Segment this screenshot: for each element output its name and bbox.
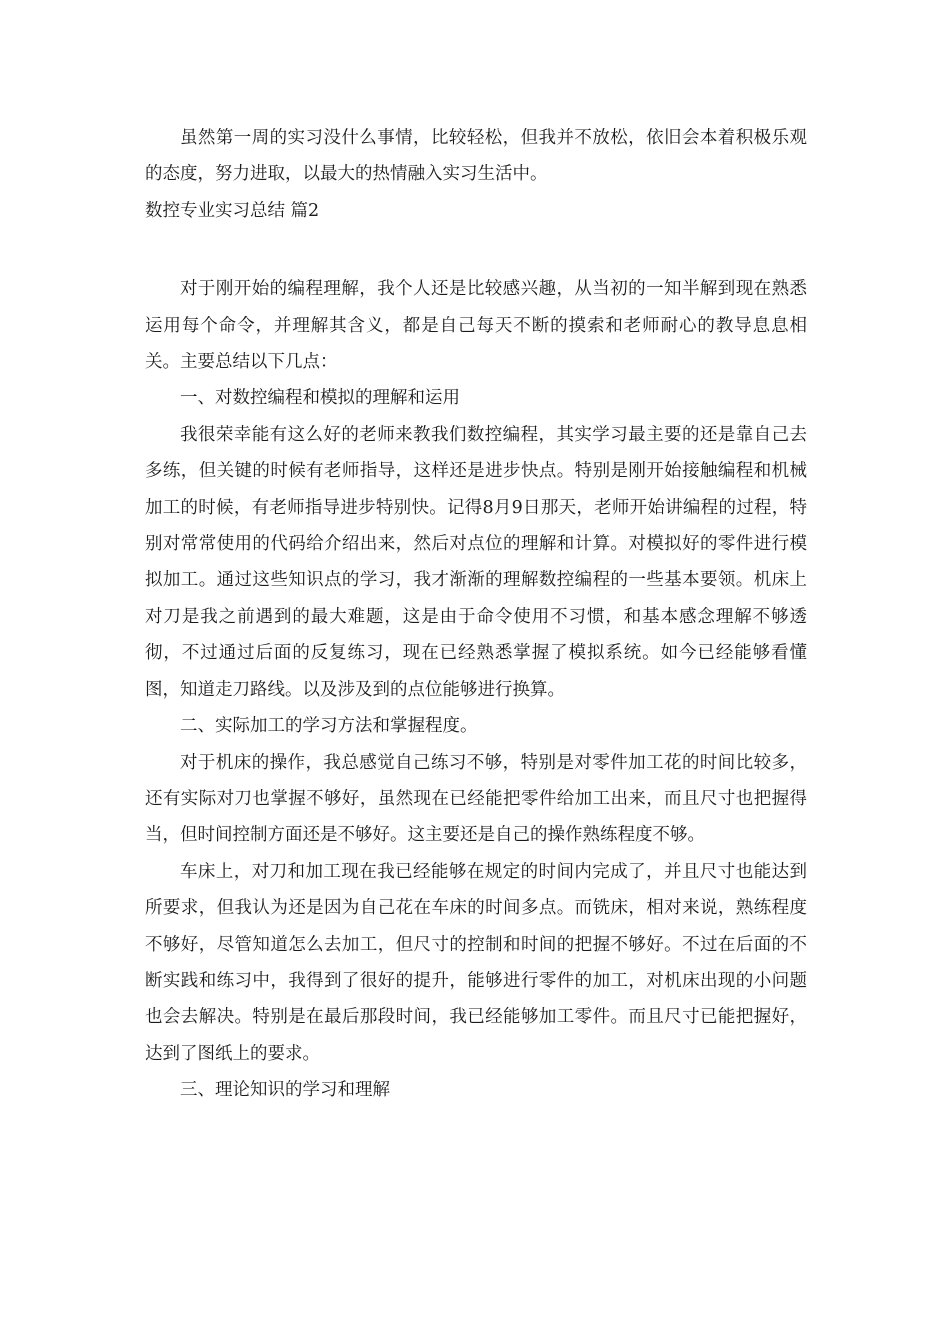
subheading-3: 三、理论知识的学习和理解 bbox=[180, 1080, 390, 1101]
subheading-2: 二、实际加工的学习方法和掌握程度。 bbox=[180, 716, 478, 737]
blank-line bbox=[145, 229, 807, 271]
document-body bbox=[145, 120, 807, 1109]
section-title: 数控专业实习总结 篇2 bbox=[145, 200, 320, 221]
subheading-1: 一、对数控编程和模拟的理解和运用 bbox=[180, 388, 460, 409]
paragraph-1: 对于刚开始的编程理解，我个人还是比较感兴趣，从当初的一知半解到现在熟悉运用每个命令，并理解其含义，都是自己每天不断的摸索和老师耐心的教导息息相关。主要总结以下几点： bbox=[145, 279, 807, 373]
paragraph-4: 车床上，对刀和加工现在我已经能够在规定的时间内完成了，并且尺寸也能达到所要求，但我认为还是因为自己花在车床的时间多点。而铣床，相对来说，熟练程度不够好，尽管知道怎么去加工，但尺寸的控制和时间的把握不够好。不过在后面的不断实践和练习中，我得到了很好的提升，能够进行零件的加工，对机床出现的小问题也会去解决。特别是在最后那段时间，我已经能够加工零件。而且尺寸已能把握好，达到了图纸上的要求。 bbox=[145, 861, 807, 1064]
paragraph-2: 我很荣幸能有这么好的老师来教我们数控编程，其实学习最主要的还是靠自己去多练，但关键的时候有老师指导，这样还是进步快点。特别是刚开始接触编程和机械加工的时候，有老师指导进步特别快。记得8月9日那天，老师开始讲编程的过程，特别对常常使用的代码给介绍出来，然后对点位的理解和计算。对模拟好的零件进行模拟加工。通过这些知识点的学习，我才渐渐的理解数控编程的一些基本要领。机床上对刀是我之前遇到的最大难题，这是由于命令使用不习惯，和基本感念理解不够透彻，不过通过后面的反复练习，现在已经熟悉掌握了模拟系统。如今已经能够看懂图，知道走刀路线。以及涉及到的点位能够进行换算。 bbox=[145, 424, 807, 700]
intro-paragraph: 虽然第一周的实习没什么事情，比较轻松，但我并不放松，依旧会本着积极乐观的态度，努力进取，以最大的热情融入实习生活中。 bbox=[145, 128, 807, 185]
paragraph-3: 对于机床的操作，我总感觉自己练习不够，特别是对零件加工花的时间比较多，还有实际对刀也掌握不够好，虽然现在已经能把零件给加工出来，而且尺寸也把握得当，但时间控制方面还是不够好。这主要还是自己的操作熟练程度不够。 bbox=[145, 752, 807, 846]
